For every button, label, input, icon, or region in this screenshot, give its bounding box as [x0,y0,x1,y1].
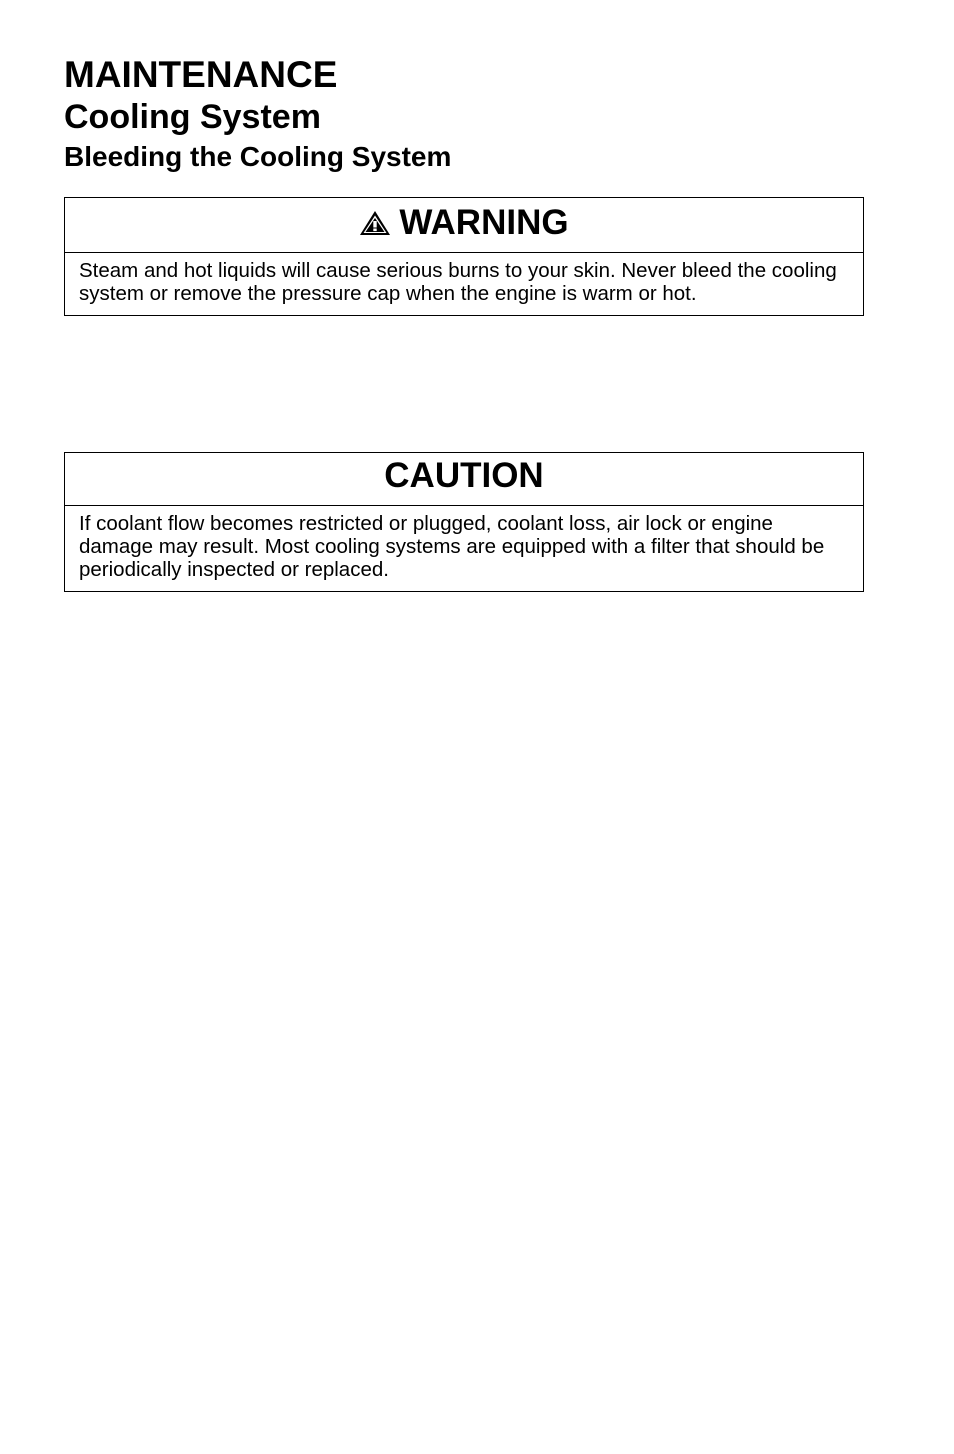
warning-triangle-icon [359,203,391,229]
warning-label: WARNING [399,203,569,242]
warning-header [65,198,863,253]
caution-text: If coolant flow becomes restricted or plugged, coolant loss, air lock or engine damage may result. Most cooling systems are equipped with a filter that should be periodically inspected or replaced. [79,512,825,581]
warning-box [64,197,864,316]
warning-text: Steam and hot liquids will cause serious burns to your skin. Never bleed the cooling system or remove the pressure cap when the engine is warm or hot. [79,259,837,305]
subtopic-title: Bleeding the Cooling System [64,141,452,172]
topic-title: Cooling System [64,98,321,136]
section-title: MAINTENANCE [64,54,338,95]
caution-label: CAUTION [384,456,544,495]
caution-header [65,453,863,506]
caution-box [64,452,864,592]
